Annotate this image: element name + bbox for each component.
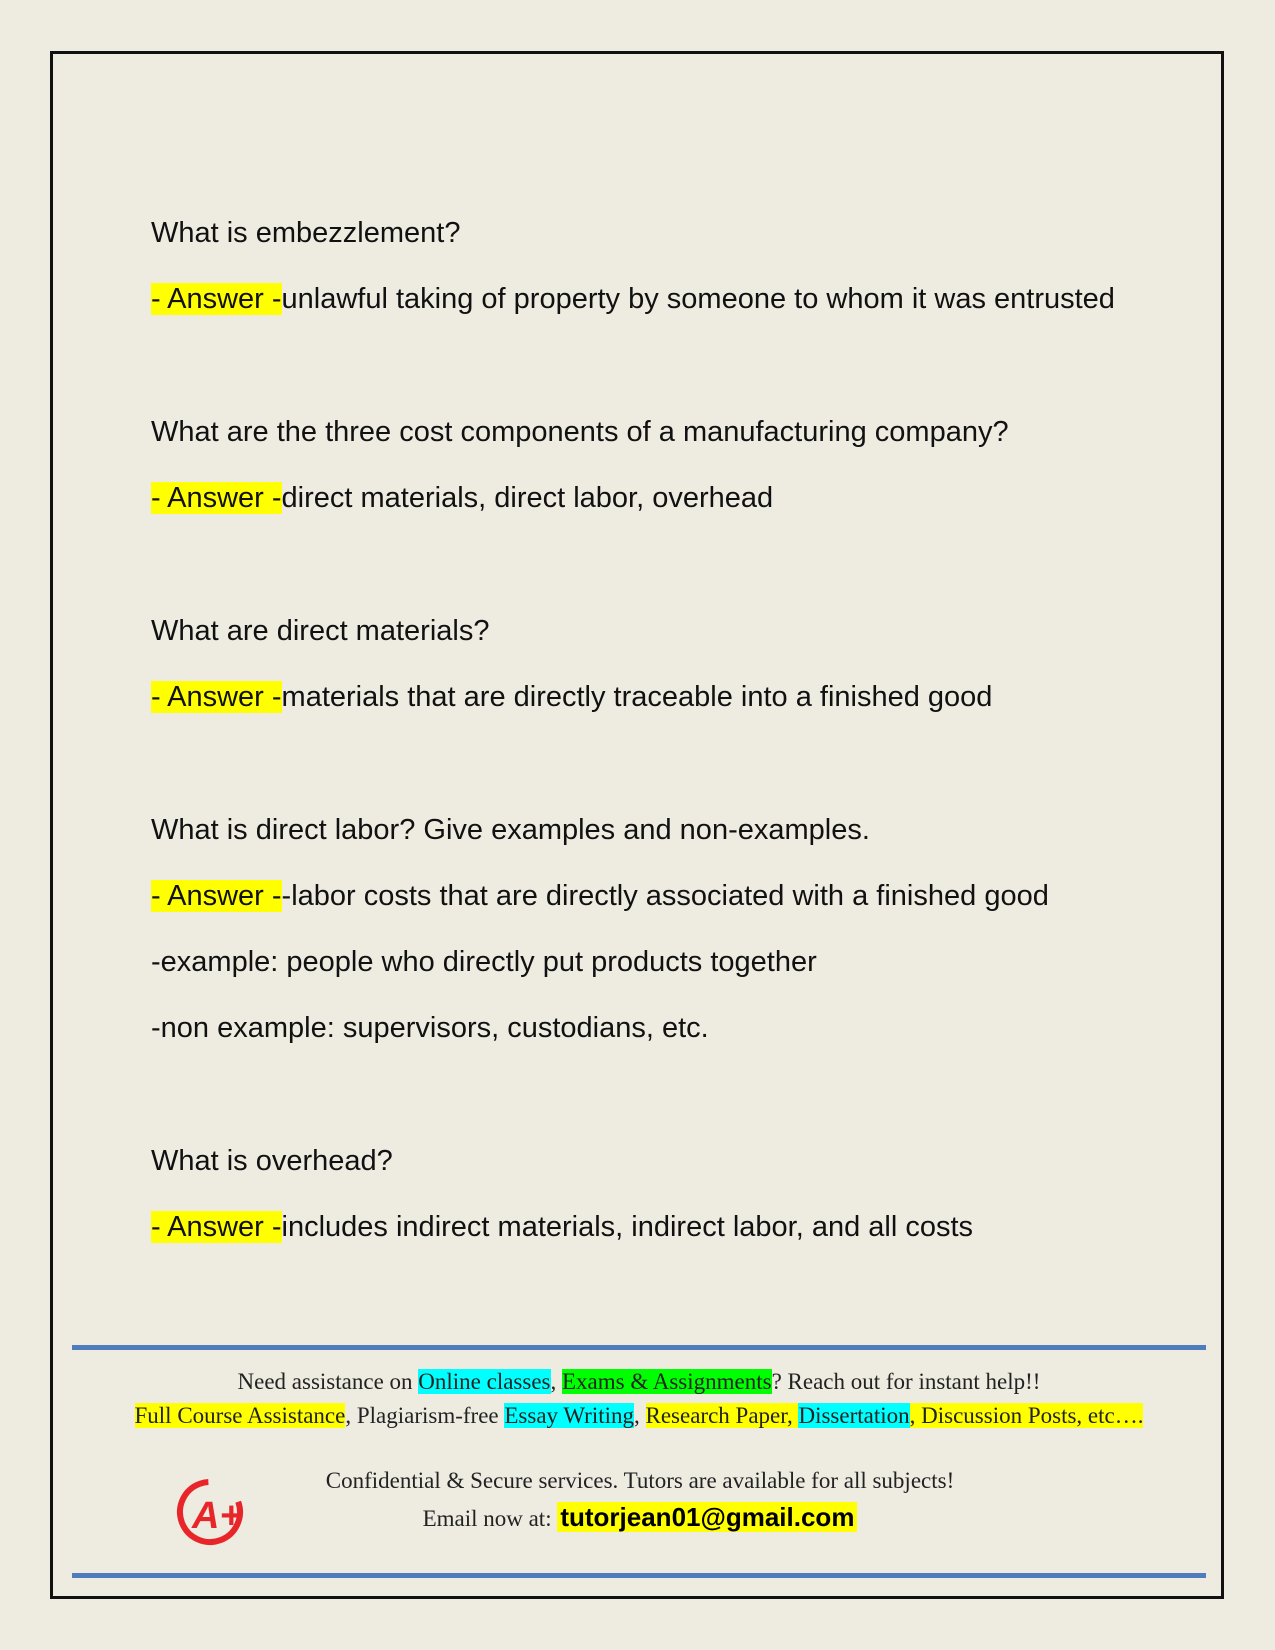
answer-line <box>151 674 1141 720</box>
answer-line <box>151 276 1141 322</box>
a-plus-grade-icon <box>172 1470 250 1550</box>
answer-line <box>151 1204 1141 1250</box>
question-text: What is overhead? <box>151 1145 393 1177</box>
answer-text: includes indirect materials, indirect labor, and all costs <box>281 1211 974 1243</box>
answer-label: - Answer - <box>151 283 282 315</box>
qa-block <box>151 1138 1141 1250</box>
question-text: What are direct materials? <box>151 615 490 647</box>
answer-line <box>151 475 1141 521</box>
answer-text: unlawful taking of property by someone to whom it was entrusted <box>281 283 1115 315</box>
answer-label: - Answer - <box>151 482 282 514</box>
question-text: What are the three cost components of a manufacturing company? <box>151 416 1009 448</box>
footer-divider-bottom <box>72 1573 1206 1578</box>
footer-text-segment: , Plagiarism-free <box>345 1403 505 1428</box>
footer-text-segment: , <box>634 1403 646 1428</box>
online-classes-highlight: Online classes <box>418 1369 551 1394</box>
qa-block <box>151 409 1141 521</box>
email-link[interactable]: tutorjean01@gmail.com <box>557 1502 857 1532</box>
answer-text: materials that are directly traceable into a finished good <box>281 681 993 713</box>
dissertation-highlight: Dissertation <box>798 1403 910 1428</box>
full-course-highlight: Full Course Assistance <box>134 1403 346 1428</box>
footer-email-line <box>240 1502 1040 1533</box>
research-paper-highlight: Research Paper, <box>645 1403 799 1428</box>
footer-text-segment: , <box>550 1369 562 1394</box>
footer-confidential-line: Confidential & Secure services. Tutors are available for all subjects! <box>325 1468 955 1493</box>
discussion-posts-highlight: , Discussion Posts, etc…. <box>909 1403 1144 1428</box>
logo-text: A+ <box>192 1495 242 1537</box>
qa-block <box>151 608 1141 720</box>
footer-text-segment: Need assistance on <box>237 1369 419 1394</box>
essay-writing-highlight: Essay Writing <box>504 1403 634 1428</box>
question-text: What is direct labor? Give examples and non-examples. <box>151 814 870 846</box>
answer-label: - Answer - <box>151 1211 282 1243</box>
answer-label: - Answer - <box>151 880 282 912</box>
answer-text: direct materials, direct labor, overhead <box>281 482 774 514</box>
footer-text-segment: ? Reach out for instant help!! <box>771 1369 1041 1394</box>
question-text: What is embezzlement? <box>151 217 461 249</box>
answer-line <box>151 873 1141 919</box>
qa-block <box>151 807 1141 1051</box>
qa-content <box>151 210 1141 1250</box>
answer-non-example-line: -non example: supervisors, custodians, etc. <box>151 1012 709 1044</box>
qa-block <box>151 210 1141 322</box>
answer-example-line: -example: people who directly put products together <box>151 946 817 978</box>
answer-label: - Answer - <box>151 681 282 713</box>
footer-line-services <box>72 1369 1206 1395</box>
footer-line-offerings <box>72 1403 1206 1429</box>
answer-text: -labor costs that are directly associated with a finished good <box>281 880 1049 912</box>
email-prefix: Email now at: <box>422 1506 558 1531</box>
footer-divider-top <box>72 1345 1206 1350</box>
exams-assignments-highlight: Exams & Assignments <box>562 1369 772 1394</box>
